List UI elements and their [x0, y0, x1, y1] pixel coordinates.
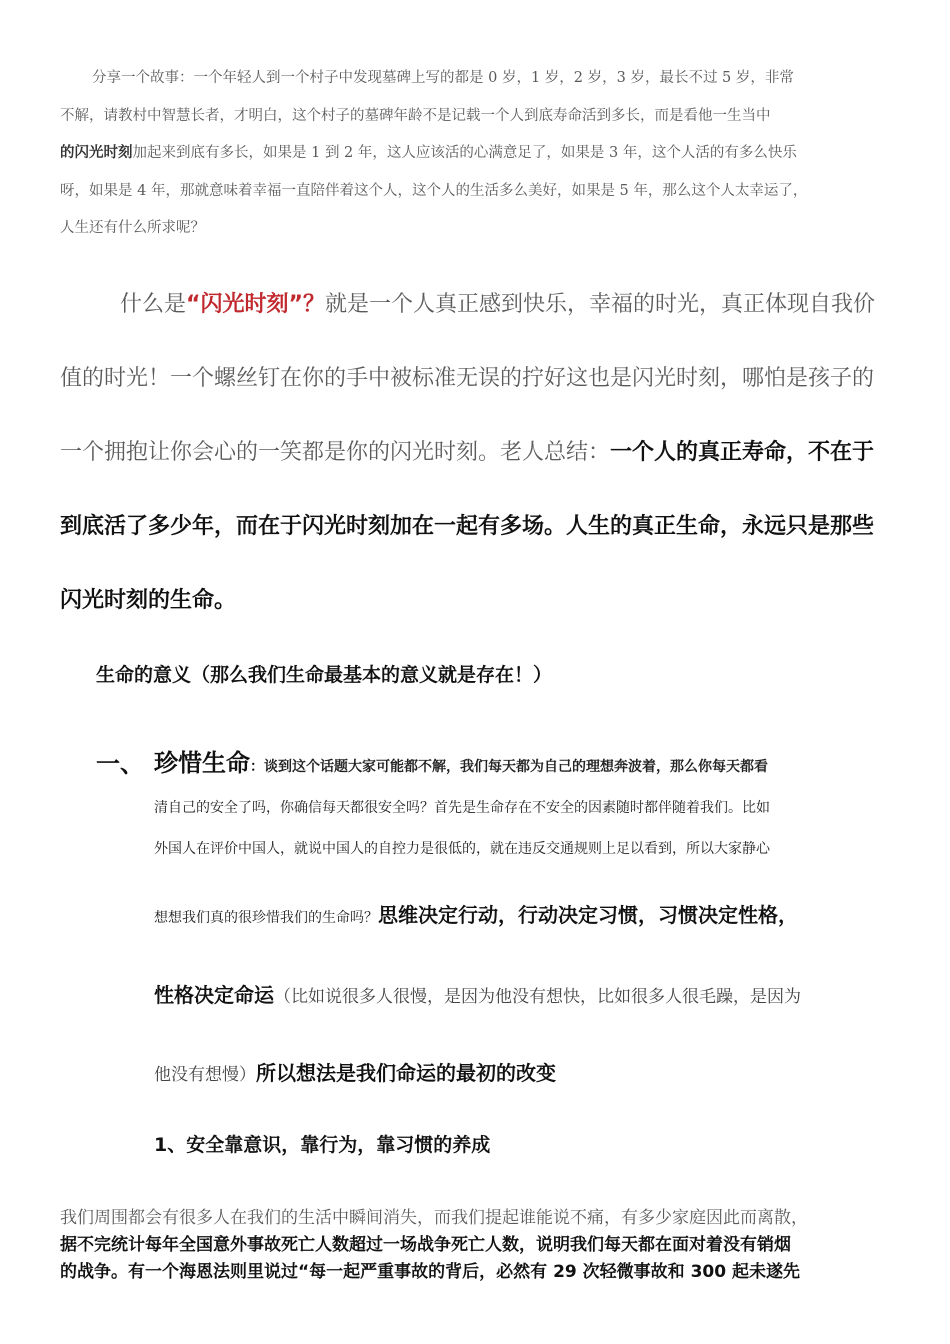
story-paragraph	[60, 60, 900, 248]
flash-text: 什么是	[120, 292, 187, 317]
section-line	[154, 788, 894, 829]
section-colon: ：	[250, 759, 264, 775]
paragraph-line	[60, 1205, 900, 1232]
paragraph-bold-text: 的战争。有一个海恩法则里说过“每一起严重事故的背后，必然有 29 次轻微事故和 300 起未遂先	[60, 1262, 800, 1282]
section-text: 想想我们真的很珍惜我们的生命吗？	[154, 910, 378, 926]
section-text: 谈到这个话题大家可能都不解，我们每天都为自己的理想奔波着，那么你每天都看	[264, 759, 768, 775]
story-text: 人生还有什么所求呢？	[60, 220, 205, 236]
section-title: 珍惜生命	[154, 749, 250, 777]
story-text: 加起来到底有多长，如果是 1 到 2 年，这人应该活的心满意足了，如果是 3 年，这个人活的有多么快乐	[132, 145, 797, 161]
section-text: 他没有想慢）	[154, 1065, 256, 1085]
flash-text: 就是一个人真正感到快乐，幸福的时光，真正体现自我价值的时光！一个螺丝钉在你的手中被标准无误的拧好这也是闪光时刻，哪怕是孩子的一个拥抱让你会心的一笑都是你的闪光时刻。老人总结：	[60, 292, 875, 465]
section-line	[154, 876, 894, 957]
story-text: 呀，如果是 4 年，那就意味着幸福一直陪伴着这个人，这个人的生活多么美好，如果是 5 年，那么这个人太幸运了，	[60, 182, 808, 199]
section-text: （比如说很多人很慢，是因为他没有想快，比如很多人很毛躁，是因为	[274, 987, 801, 1007]
meaning-heading: 生命的意义（那么我们生命最基本的意义就是存在！）	[96, 664, 553, 686]
story-line	[60, 60, 900, 98]
story-bold-text: 的闪光时刻	[60, 145, 133, 161]
flash-question-mark: ？	[302, 292, 325, 317]
story-line	[60, 98, 900, 136]
section-line	[154, 829, 894, 870]
story-line	[60, 210, 900, 248]
accident-paragraph	[60, 1205, 900, 1286]
story-line	[60, 173, 900, 211]
paragraph-bold-text: 据不完统计每年全国意外事故死亡人数超过一场战争死亡人数，说明我们每天都在面对着没有销烟	[60, 1235, 791, 1255]
section-text: 外国人在评价中国人，就说中国人的自控力是很低的，就在违反交通规则上足以看到，所以大家静心	[154, 841, 770, 857]
flash-moment-paragraph	[60, 268, 890, 638]
flash-term: “闪光时刻”	[186, 292, 303, 317]
section-text: 清自己的安全了吗，你确信每天都很安全吗？首先是生命存在不安全的因素随时都伴随着我们。比如	[154, 800, 770, 816]
section-line	[154, 742, 894, 788]
sub-heading: 1、安全靠意识，靠行为，靠习惯的养成	[154, 1134, 491, 1156]
paragraph-text: 我们周围都会有很多人在我们的生活中瞬间消失，而我们提起谁能说不痛，有多少家庭因此而离散，	[60, 1208, 808, 1228]
section-bold-text: 思维决定行动，行动决定习惯，习惯决定性格，	[378, 903, 798, 927]
story-line	[60, 135, 900, 173]
section-cherish-life	[154, 742, 894, 1113]
section-bold-text: 所以想法是我们命运的最初的改变	[256, 1061, 556, 1085]
section-bold-text: 性格决定命运	[154, 983, 274, 1007]
paragraph-line	[60, 1232, 900, 1259]
section-line	[154, 957, 894, 1036]
section-number: 一、	[96, 750, 144, 778]
flash-conclusion: 一个人的真正寿命，不在于到底活了多少年，而在于闪光时刻加在一起有多场。人生的真正生命，永远只是那些闪光时刻的生命。	[60, 440, 875, 613]
story-text: 分享一个故事：一个年轻人到一个村子中发现墓碑上写的都是 0 岁，1 岁，2 岁，3 岁，最长不过 5 岁，非常	[92, 70, 794, 86]
section-line	[154, 1036, 894, 1113]
paragraph-line	[60, 1259, 900, 1286]
story-text: 不解，请教村中智慧长者，才明白，这个村子的墓碑年龄不是记载一个人到底寿命活到多长，而是看他一生当中	[60, 107, 771, 124]
